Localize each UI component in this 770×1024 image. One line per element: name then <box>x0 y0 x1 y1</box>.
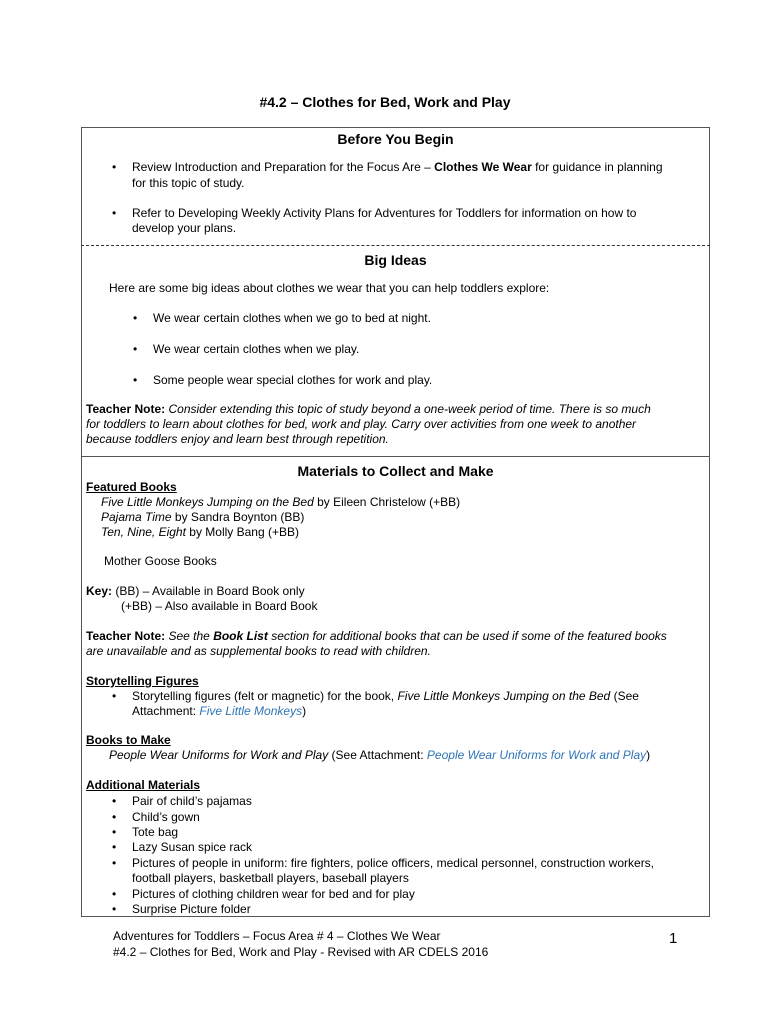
before-you-begin-heading: Before You Begin <box>337 131 454 147</box>
teacher-note-label: Teacher Note: <box>86 629 166 643</box>
book-author: by Eileen Christelow (+BB) <box>313 495 461 509</box>
teacher-note-text: section for additional books that can be used if some of the featured books <box>267 629 667 643</box>
bullet-icon: • <box>112 810 117 824</box>
bullet-icon: • <box>133 311 138 325</box>
big-idea-2: We wear certain clothes when we play. <box>153 342 360 356</box>
attachment-label: Attachment: <box>132 704 200 718</box>
before-item-1-text: Review Introduction and Preparation for the Focus Are – <box>132 160 435 174</box>
footer-line-1: Adventures for Toddlers – Focus Area # 4 – Clothes We Wear <box>113 929 441 943</box>
teacher-note-2-line-2: are unavailable and as supplemental books to read with children. <box>86 644 431 658</box>
books-to-make-heading: Books to Make <box>86 733 171 747</box>
additional-item: Child’s gown <box>132 810 200 824</box>
featured-book-1 <box>101 495 460 510</box>
bullet-icon: • <box>112 887 117 901</box>
bullet-icon: • <box>133 342 138 356</box>
bullet-icon: • <box>112 206 117 220</box>
book-title: Pajama Time <box>101 510 172 524</box>
bullet-icon: • <box>112 856 117 870</box>
teacher-note-text: See the <box>165 629 214 643</box>
teacher-note-text: Consider extending this topic of study beyond a one-week period of time. There is so much <box>168 402 651 416</box>
before-item-2-line-2: develop your plans. <box>132 221 237 235</box>
footer-line-2: #4.2 – Clothes for Bed, Work and Play - Revised with AR CDELS 2016 <box>113 945 489 959</box>
storytelling-text: Storytelling figures (felt or magnetic) for the book, <box>132 689 398 703</box>
before-item-2-line-1: Refer to Developing Weekly Activity Plans for Adventures for Toddlers for information on how to <box>132 206 637 220</box>
book-title: Five Little Monkeys Jumping on the Bed <box>397 689 611 703</box>
books-to-make-item <box>109 748 650 763</box>
featured-book-3 <box>101 525 299 540</box>
key-label: Key: <box>86 584 113 598</box>
bullet-icon: • <box>112 689 117 703</box>
additional-item: Tote bag <box>132 825 179 839</box>
five-little-monkeys-link[interactable]: Five Little Monkeys <box>199 704 303 718</box>
materials-heading: Materials to Collect and Make <box>297 463 494 479</box>
section-divider <box>81 245 710 246</box>
additional-item: Surprise Picture folder <box>132 902 251 916</box>
big-idea-1: We wear certain clothes when we go to bed at night. <box>153 311 431 325</box>
storytelling-item-line-1 <box>132 689 639 704</box>
teacher-note-2-line-1 <box>86 629 667 644</box>
mother-goose-books: Mother Goose Books <box>104 554 217 568</box>
bullet-icon: • <box>112 840 117 854</box>
before-item-1-line-1 <box>132 160 663 175</box>
featured-books-heading: Featured Books <box>86 480 177 494</box>
page-number: 1 <box>669 930 678 947</box>
book-author: by Molly Bang (+BB) <box>185 525 299 539</box>
document-title: #4.2 – Clothes for Bed, Work and Play <box>259 94 511 110</box>
book-title: People Wear Uniforms for Work and Play <box>109 748 329 762</box>
additional-item: Pictures of clothing children wear for bed and for play <box>132 887 415 901</box>
key-line-1 <box>86 584 305 599</box>
bullet-icon: • <box>112 794 117 808</box>
book-title: Ten, Nine, Eight <box>101 525 186 539</box>
storytelling-figures-heading: Storytelling Figures <box>86 674 199 688</box>
before-item-1-bold: Clothes We Wear <box>434 160 532 174</box>
book-title: Five Little Monkeys Jumping on the Bed <box>101 495 314 509</box>
teacher-note-label: Teacher Note: <box>86 402 166 416</box>
bullet-icon: • <box>133 373 138 387</box>
attachment-label: (See Attachment: <box>328 748 427 762</box>
featured-book-2 <box>101 510 304 525</box>
key-text-1: (BB) – Available in Board Book only <box>112 584 305 598</box>
big-idea-3: Some people wear special clothes for work and play. <box>153 373 433 387</box>
additional-item: Pair of child’s pajamas <box>132 794 252 808</box>
book-list-reference: Book List <box>213 629 268 643</box>
storytelling-text: (See <box>610 689 639 703</box>
before-item-1-line-2: for this topic of study. <box>132 176 245 190</box>
teacher-note-1-line-1 <box>86 402 651 417</box>
big-ideas-intro: Here are some big ideas about clothes we wear that you can help toddlers explore: <box>109 281 550 295</box>
teacher-note-1-line-2: for toddlers to learn about clothes for bed, work and play. Carry over activities from one week to another <box>86 417 637 431</box>
bullet-icon: • <box>112 825 117 839</box>
teacher-note-1-line-3: because toddlers enjoy and learn best through repetition. <box>86 432 389 446</box>
key-line-2: (+BB) – Also available in Board Book <box>121 599 318 613</box>
additional-item: Pictures of people in uniform: fire fighters, police officers, medical personnel, construction workers, <box>132 856 655 870</box>
attachment-close: ) <box>646 748 651 762</box>
people-wear-uniforms-link[interactable]: People Wear Uniforms for Work and Play <box>426 748 647 762</box>
additional-item: Lazy Susan spice rack <box>132 840 253 854</box>
attachment-close: ) <box>302 704 307 718</box>
bullet-icon: • <box>112 902 117 916</box>
section-divider <box>81 456 710 457</box>
additional-item-continuation: football players, basketball players, baseball players <box>132 871 409 885</box>
book-author: by Sandra Boynton (BB) <box>171 510 305 524</box>
additional-materials-heading: Additional Materials <box>86 778 201 792</box>
bullet-icon: • <box>112 160 117 174</box>
big-ideas-heading: Big Ideas <box>364 252 427 268</box>
storytelling-item-line-2 <box>132 704 306 719</box>
before-item-1-post: for guidance in planning <box>531 160 663 174</box>
